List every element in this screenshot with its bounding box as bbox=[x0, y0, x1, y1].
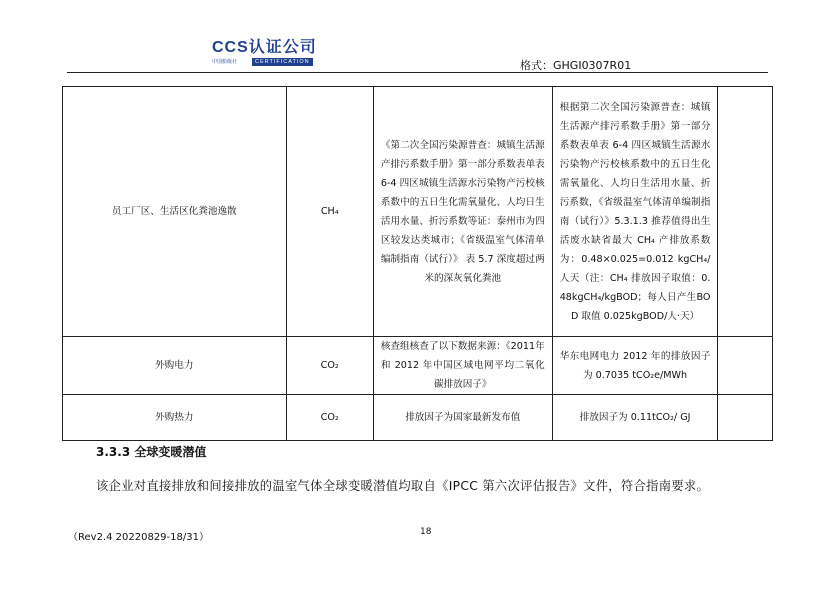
table-row bbox=[63, 337, 773, 395]
verification-cell: 《第二次全国污染源普查：城镇生活源产排污系数手册》第一部分系数表单表 6-4 四区城镇生活源水污染物产污校核系数中的五日生化需氧量化、人均日生活用水量、折污系数等证：泰州市为四区较发达类城市；《省级温室气体清单编制指南（试行）》 表 5.7 深度超过两米的深灰氧化粪池 bbox=[373, 87, 552, 337]
note-cell bbox=[718, 395, 773, 441]
section-heading: 3.3.3 全球变暖潜值 bbox=[96, 445, 207, 459]
revision-footer: （Rev2.4 20220829-18/31） bbox=[68, 532, 209, 543]
gas-cell: CO₂ bbox=[286, 337, 373, 395]
emission-source-cell: 外购电力 bbox=[63, 337, 287, 395]
note-cell bbox=[718, 337, 773, 395]
table-row bbox=[63, 395, 773, 441]
ccs-certification-logo bbox=[212, 40, 327, 66]
header-divider bbox=[67, 72, 768, 73]
basis-cell: 根据第二次全国污染源普查：城镇生活源产排污系数手册》第一部分系数表单表 6-4 四区城镇生活源水污染物产污校核系数中的五日生化需氧量化、人均日生活用水量、折污系数，《省级温室气体清单编制指南（试行）》5.3.1.3 推荐值得出生活废水缺省最大 CH₄ 产排放系数为：0.48×0.025=0.012 kgCH₄/人天（注：CH₄ 排放因子取值：0.48kgCH₄/kgBOD；每人日产生BOD 取值 0.025kgBOD/人·天） bbox=[552, 87, 718, 337]
table-row bbox=[63, 87, 773, 337]
logo-sub-right: CERTIFICATION bbox=[252, 58, 313, 66]
verification-cell: 核查组核查了以下数据来源：《2011年和 2012 年中国区域电网平均二氧化碳排放因子》 bbox=[373, 337, 552, 395]
verification-cell: 排放因子为国家最新发布值 bbox=[373, 395, 552, 441]
page-number: 18 bbox=[420, 527, 432, 537]
gas-cell: CH₄ bbox=[286, 87, 373, 337]
logo-main-text: CCS认证公司 bbox=[212, 39, 317, 56]
basis-cell: 排放因子为 0.11tCO₂/ GJ bbox=[552, 395, 718, 441]
emission-source-cell: 外购热力 bbox=[63, 395, 287, 441]
emission-factor-table bbox=[62, 86, 773, 441]
logo-sub bbox=[212, 58, 327, 66]
section-paragraph: 该企业对直接排放和间接排放的温室气体全球变暖潜值均取自《IPCC 第六次评估报告》文件，符合指南要求。 bbox=[96, 479, 710, 493]
format-code: 格式：GHGI0307R01 bbox=[520, 59, 632, 72]
note-cell bbox=[718, 87, 773, 337]
emission-source-cell: 员工厂区、生活区化粪池逸散 bbox=[63, 87, 287, 337]
gas-cell: CO₂ bbox=[286, 395, 373, 441]
logo-sub-left: 中国船级社 bbox=[212, 59, 238, 65]
basis-cell: 华东电网电力 2012 年的排放因子为 0.7035 tCO₂e/MWh bbox=[552, 337, 718, 395]
